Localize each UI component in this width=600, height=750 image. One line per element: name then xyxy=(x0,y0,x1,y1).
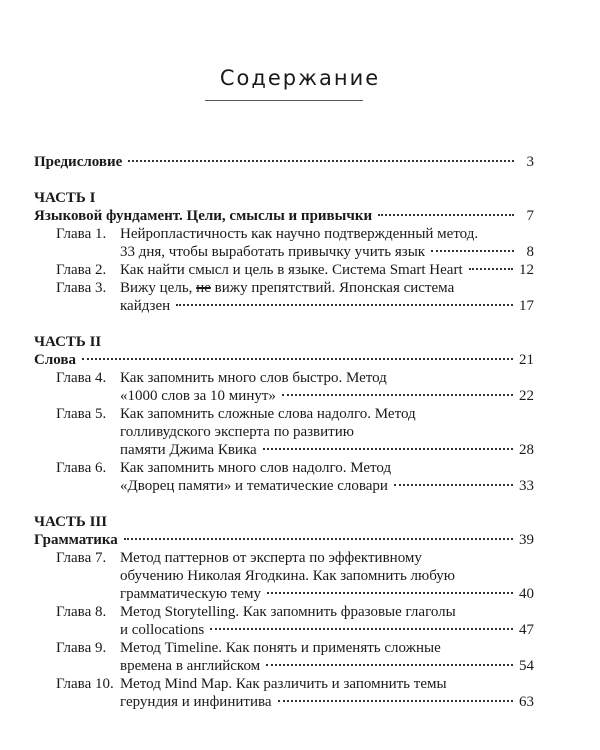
page-number: 17 xyxy=(519,298,534,314)
entry-title: Грамматика xyxy=(34,532,118,548)
chapter-title-line[interactable]: Метод Mind Map. Как различить и запомнить темы xyxy=(120,676,447,692)
page-number: 28 xyxy=(519,442,534,458)
toc-entry-part3[interactable] xyxy=(34,531,534,549)
toc-entry-chapter-9[interactable] xyxy=(120,657,534,675)
toc-entry-chapter-4[interactable] xyxy=(120,387,534,405)
page-number: 7 xyxy=(526,208,534,224)
chapter-title-line[interactable] xyxy=(120,279,454,297)
chapter-title-line: «Дворец памяти» и тематические словари xyxy=(120,478,388,494)
chapter-title-line: герундия и инфинитива xyxy=(120,694,272,710)
chapter-label: Глава 10. xyxy=(56,676,114,692)
toc-entry-chapter-5[interactable] xyxy=(120,441,534,459)
chapter-title-line: Как найти смысл и цель в языке. Система Smart Heart xyxy=(120,262,463,278)
dot-leader xyxy=(431,250,514,252)
dot-leader xyxy=(267,592,513,594)
dot-leader xyxy=(176,304,513,306)
dot-leader xyxy=(394,484,513,486)
page-number: 12 xyxy=(519,262,534,278)
dot-leader xyxy=(266,664,513,666)
entry-title: Предисловие xyxy=(34,154,123,170)
dot-leader xyxy=(124,538,513,540)
chapter-title-line[interactable]: Как запомнить много слов быстро. Метод xyxy=(120,370,387,386)
page-title: Содержание xyxy=(219,66,381,90)
title-fragment: Вижу цель, xyxy=(120,280,197,296)
chapter-title-line[interactable]: Метод Storytelling. Как запомнить фразовые глаголы xyxy=(120,604,456,620)
chapter-title-line: 33 дня, чтобы выработать привычку учить язык xyxy=(120,244,426,260)
chapter-label: Глава 3. xyxy=(56,280,107,296)
toc-entry-chapter-2[interactable] xyxy=(120,261,534,279)
chapter-title-line[interactable]: Метод Timeline. Как понять и применять сложные xyxy=(120,640,441,656)
chapter-label: Глава 5. xyxy=(56,406,107,422)
dot-leader xyxy=(282,394,513,396)
page-number: 33 xyxy=(519,478,534,494)
chapter-title-line[interactable]: Как запомнить много слов надолго. Метод xyxy=(120,460,392,476)
chapter-label: Глава 4. xyxy=(56,370,107,386)
chapter-label: Глава 6. xyxy=(56,460,107,476)
chapter-title-line[interactable]: голливудского эксперта по развитию xyxy=(120,424,354,440)
toc-entry-chapter-6[interactable] xyxy=(120,477,534,495)
title-fragment: вижу препятствий. Японская система xyxy=(210,280,455,296)
dot-leader xyxy=(128,160,514,162)
toc-entry-chapter-3[interactable] xyxy=(120,297,534,315)
chapter-label: Глава 8. xyxy=(56,604,107,620)
toc-entry-chapter-1[interactable] xyxy=(120,243,534,261)
page-number: 54 xyxy=(519,658,534,674)
toc-entry-part2[interactable] xyxy=(34,351,534,369)
page-number: 22 xyxy=(519,388,534,404)
page-number: 21 xyxy=(519,352,534,368)
dot-leader xyxy=(469,268,513,270)
page-number: 63 xyxy=(519,694,534,710)
toc-entry-part1[interactable] xyxy=(34,207,534,225)
dot-leader xyxy=(210,628,513,630)
toc-entry-chapter-8[interactable] xyxy=(120,621,534,639)
page-number: 3 xyxy=(526,154,534,170)
chapter-title-line: грамматическую тему xyxy=(120,586,262,602)
part-label: ЧАСТЬ III xyxy=(34,514,108,530)
page-number: 39 xyxy=(519,532,534,548)
page-number: 8 xyxy=(526,244,534,260)
chapter-title-line: и collocations xyxy=(120,622,205,638)
part-label: ЧАСТЬ II xyxy=(34,334,102,350)
chapter-label: Глава 1. xyxy=(56,226,107,242)
chapter-title-line: «1000 слов за 10 минут» xyxy=(120,388,276,404)
chapter-title-line[interactable]: Метод паттернов от эксперта по эффективному xyxy=(120,550,422,566)
toc-entry-preface[interactable] xyxy=(34,153,534,171)
chapter-label: Глава 7. xyxy=(56,550,107,566)
chapter-title-line: времена в английском xyxy=(120,658,261,674)
part-label: ЧАСТЬ I xyxy=(34,190,96,206)
chapter-title-line[interactable]: Как запомнить сложные слова надолго. Метод xyxy=(120,406,416,422)
entry-title: Языковой фундамент. Цели, смыслы и привычки xyxy=(34,208,373,224)
page-number: 47 xyxy=(519,622,534,638)
chapter-label: Глава 9. xyxy=(56,640,107,656)
toc-entry-chapter-7[interactable] xyxy=(120,585,534,603)
dot-leader xyxy=(278,700,513,702)
dot-leader xyxy=(378,214,514,216)
struck-word: не xyxy=(196,280,211,296)
dot-leader xyxy=(263,448,513,450)
entry-title: Слова xyxy=(34,352,76,368)
dot-leader xyxy=(82,358,513,360)
chapter-title-line[interactable]: обучению Николая Ягодкина. Как запомнить любую xyxy=(120,568,456,584)
toc-entry-chapter-10[interactable] xyxy=(120,693,534,711)
chapter-title-line: кайдзен xyxy=(120,298,171,314)
chapter-label: Глава 2. xyxy=(56,262,107,278)
chapter-title-line[interactable]: Нейропластичность как научно подтвержденный метод. xyxy=(120,226,479,242)
chapter-title-line: памяти Джима Квика xyxy=(120,442,257,458)
page-number: 40 xyxy=(519,586,534,602)
